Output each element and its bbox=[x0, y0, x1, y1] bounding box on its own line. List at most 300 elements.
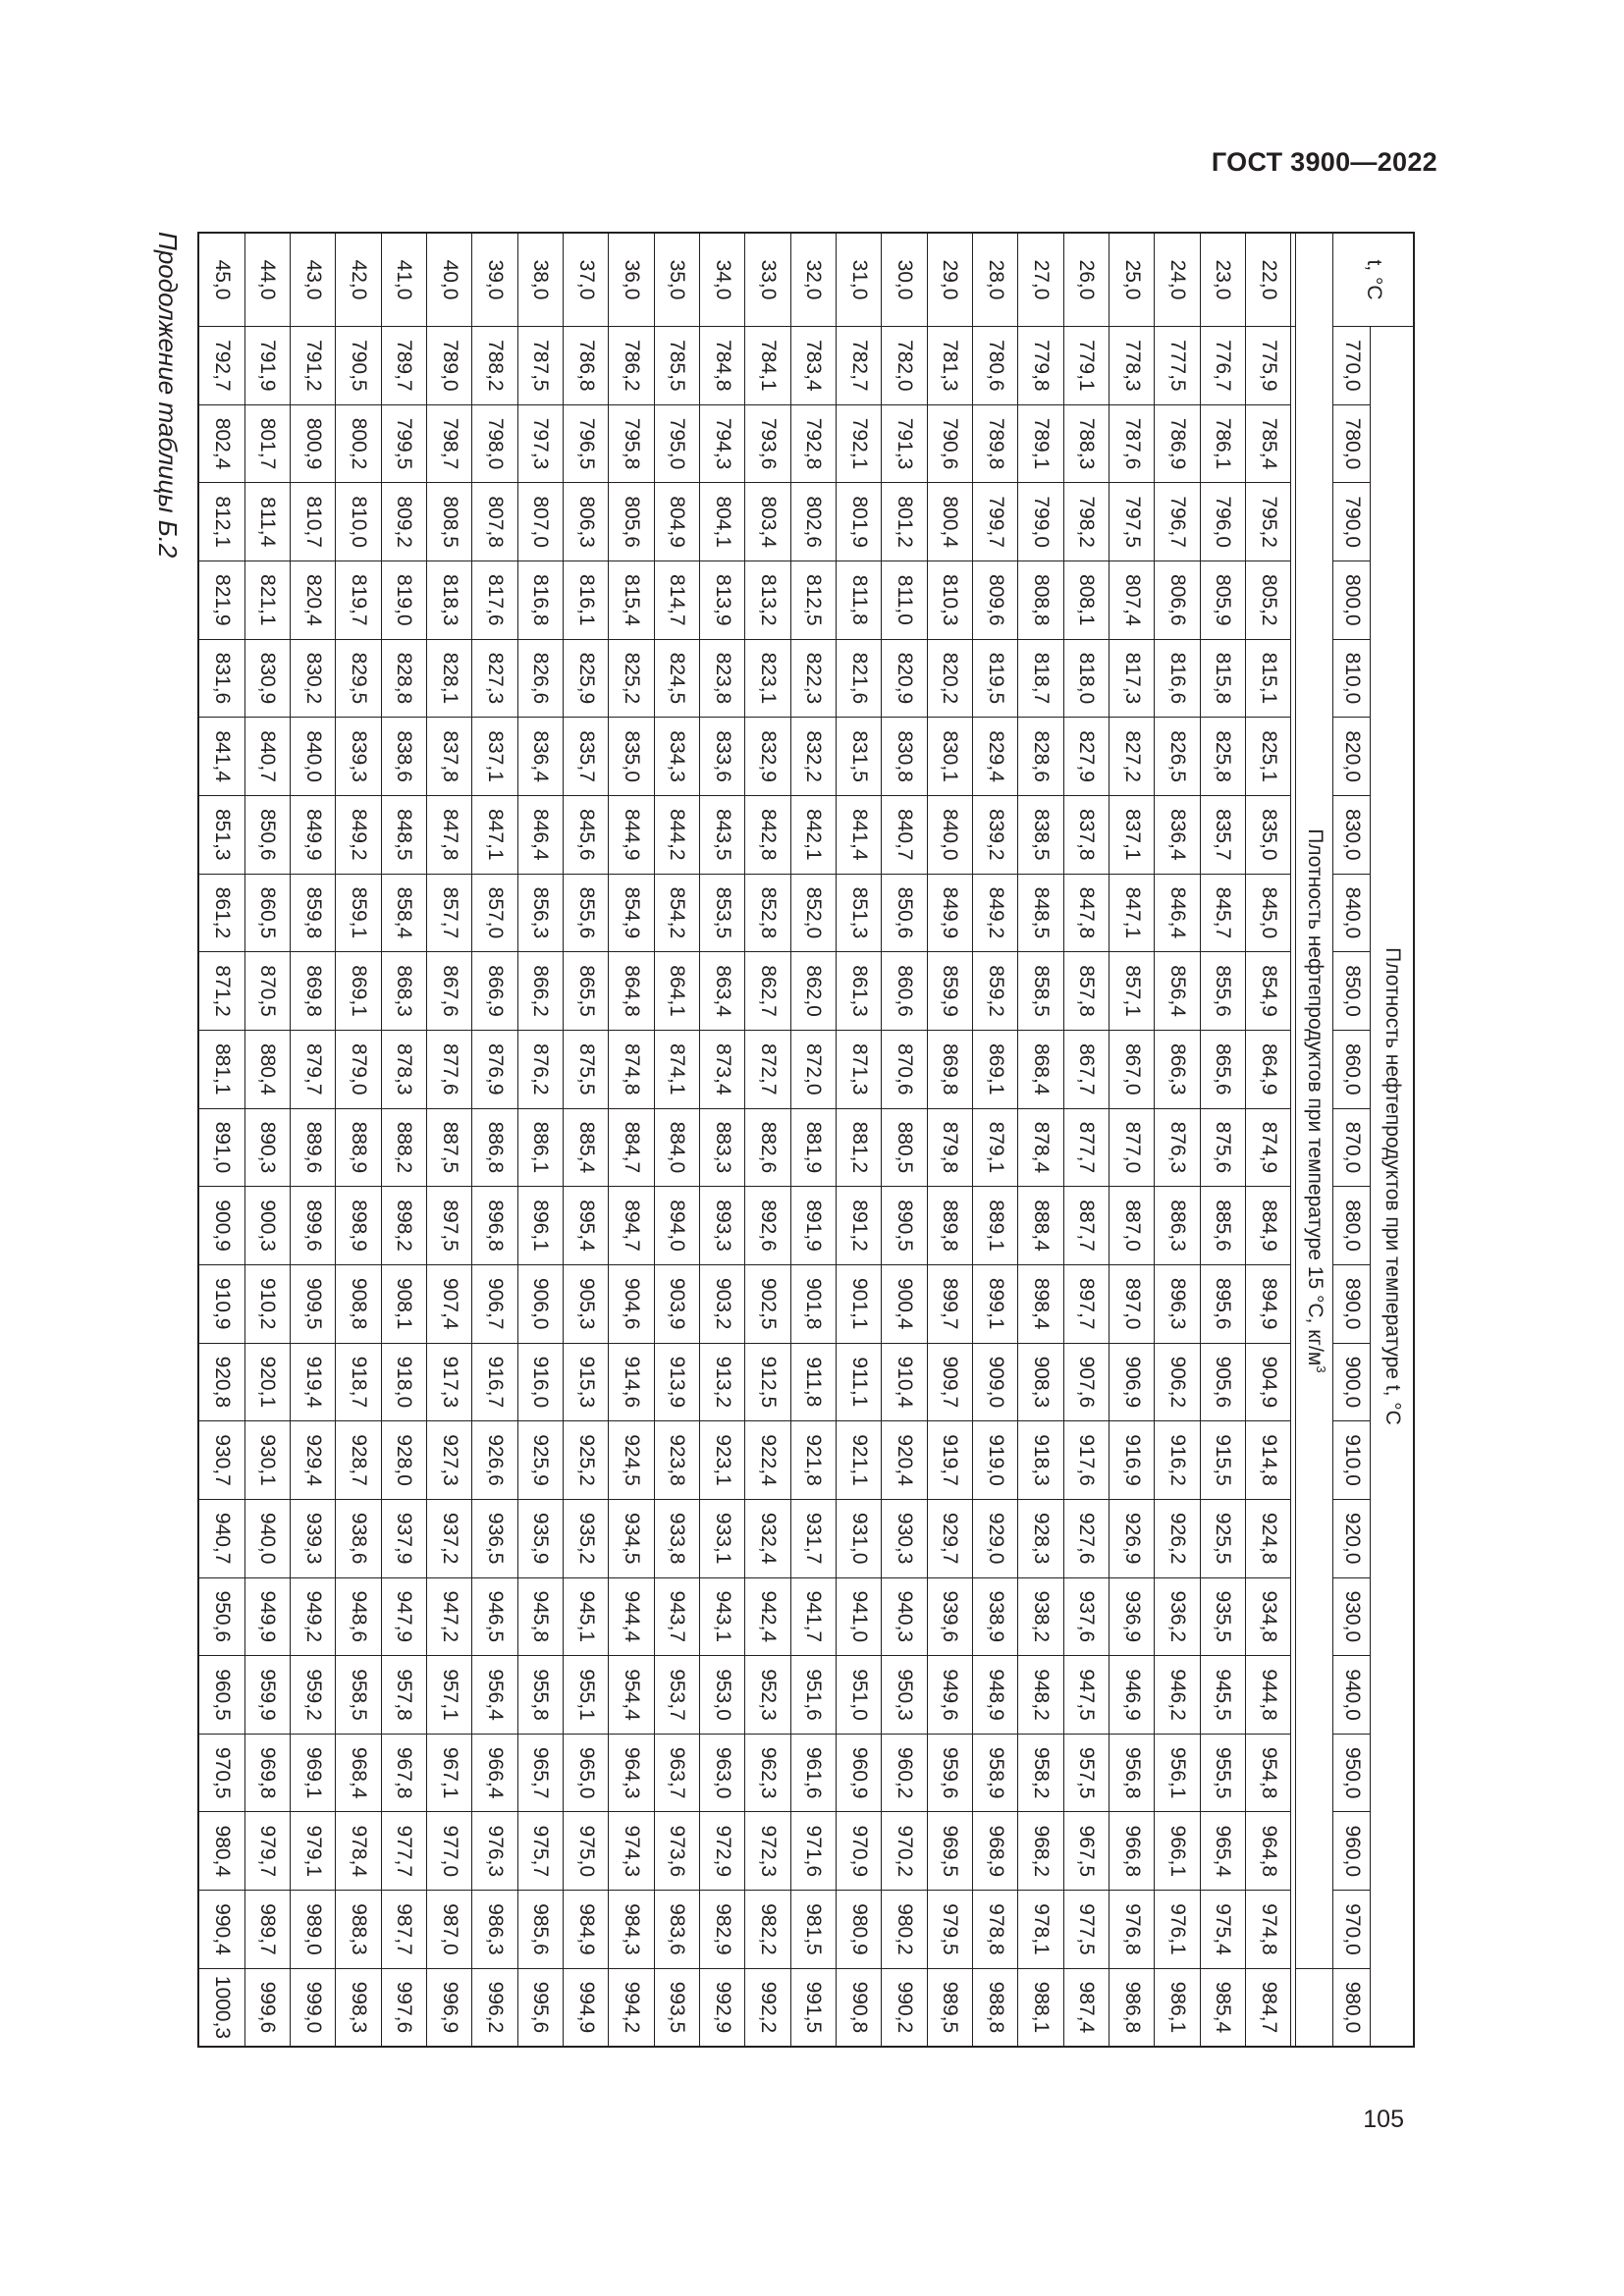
density-cell: 946,5 bbox=[472, 1577, 517, 1656]
density-cell: 893,3 bbox=[700, 1187, 745, 1265]
density-cell: 906,0 bbox=[517, 1264, 563, 1343]
density-cell: 785,4 bbox=[1246, 404, 1291, 483]
density-cell: 967,5 bbox=[1063, 1812, 1109, 1891]
density-cell: 796,0 bbox=[1200, 483, 1245, 561]
density-cell: 989,7 bbox=[244, 1891, 290, 1969]
density-cell: 959,6 bbox=[927, 1734, 972, 1812]
density-cell: 801,7 bbox=[244, 404, 290, 483]
density-cell: 891,2 bbox=[837, 1187, 882, 1265]
density-cell: 915,3 bbox=[564, 1343, 609, 1421]
density-cell: 976,1 bbox=[1155, 1891, 1200, 1969]
density-cell: 820,2 bbox=[927, 639, 972, 718]
temperature-cell: 22,0 bbox=[1246, 233, 1291, 327]
density-cell: 787,5 bbox=[517, 327, 563, 405]
header-sub-superscript: 3 bbox=[1314, 1365, 1328, 1373]
density-cell: 799,7 bbox=[973, 483, 1018, 561]
density-cell: 975,0 bbox=[564, 1812, 609, 1891]
density-cell: 825,1 bbox=[1246, 718, 1291, 796]
table-caption: Продолжение таблицы Б.2 bbox=[153, 232, 183, 559]
density-cell: 909,7 bbox=[927, 1343, 972, 1421]
density-cell: 847,1 bbox=[1110, 874, 1155, 952]
density-cell: 887,5 bbox=[426, 1108, 471, 1187]
density-cell: 840,0 bbox=[290, 718, 335, 796]
temperature-cell: 31,0 bbox=[837, 233, 882, 327]
density-cell: 996,2 bbox=[472, 1968, 517, 2047]
density-cell: 946,9 bbox=[1110, 1656, 1155, 1735]
density-cell: 975,4 bbox=[1200, 1891, 1245, 1969]
density-cell: 808,8 bbox=[1018, 561, 1063, 639]
density-cell: 987,4 bbox=[1063, 1968, 1109, 2047]
density-cell: 930,1 bbox=[244, 1421, 290, 1500]
density-cell: 960,9 bbox=[837, 1734, 882, 1812]
density-cell: 951,6 bbox=[790, 1656, 836, 1735]
density-cell: 978,8 bbox=[973, 1891, 1018, 1969]
density-cell: 864,8 bbox=[609, 952, 654, 1031]
density-cell: 800,9 bbox=[290, 404, 335, 483]
density-cell: 914,8 bbox=[1246, 1421, 1291, 1500]
density-cell: 956,8 bbox=[1110, 1734, 1155, 1812]
temperature-cell: 43,0 bbox=[290, 233, 335, 327]
density-cell: 836,4 bbox=[517, 718, 563, 796]
density-cell: 791,9 bbox=[244, 327, 290, 405]
density-column-header: 840,0 bbox=[1333, 874, 1371, 952]
density-cell: 964,3 bbox=[609, 1734, 654, 1812]
density-cell: 945,1 bbox=[564, 1577, 609, 1656]
density-cell: 878,4 bbox=[1018, 1108, 1063, 1187]
density-cell: 806,6 bbox=[1155, 561, 1200, 639]
table-row bbox=[790, 233, 836, 2047]
density-cell: 936,9 bbox=[1110, 1577, 1155, 1656]
density-cell: 850,6 bbox=[244, 795, 290, 874]
density-cell: 947,9 bbox=[381, 1577, 426, 1656]
temperature-cell: 45,0 bbox=[198, 233, 244, 327]
temperature-cell: 42,0 bbox=[336, 233, 381, 327]
density-cell: 867,6 bbox=[426, 952, 471, 1031]
density-cell: 923,1 bbox=[700, 1421, 745, 1500]
temperature-cell: 35,0 bbox=[654, 233, 699, 327]
density-cell: 935,9 bbox=[517, 1499, 563, 1577]
density-cell: 904,9 bbox=[1246, 1343, 1291, 1421]
table-row bbox=[198, 233, 244, 2047]
density-cell: 990,8 bbox=[837, 1968, 882, 2047]
density-cell: 896,1 bbox=[517, 1187, 563, 1265]
density-cell: 823,8 bbox=[700, 639, 745, 718]
density-cell: 821,1 bbox=[244, 561, 290, 639]
temperature-cell: 30,0 bbox=[882, 233, 927, 327]
density-cell: 957,1 bbox=[426, 1656, 471, 1735]
density-cell: 895,4 bbox=[564, 1187, 609, 1265]
density-cell: 907,4 bbox=[426, 1264, 471, 1343]
density-cell: 954,8 bbox=[1246, 1734, 1291, 1812]
density-column-header: 960,0 bbox=[1333, 1812, 1371, 1891]
density-cell: 862,0 bbox=[790, 952, 836, 1031]
density-cell: 897,7 bbox=[1063, 1264, 1109, 1343]
density-cell: 877,0 bbox=[1110, 1108, 1155, 1187]
density-cell: 891,0 bbox=[198, 1108, 244, 1187]
density-cell: 937,6 bbox=[1063, 1577, 1109, 1656]
density-cell: 943,7 bbox=[654, 1577, 699, 1656]
density-cell: 839,3 bbox=[336, 718, 381, 796]
density-cell: 882,6 bbox=[745, 1108, 790, 1187]
density-cell: 972,3 bbox=[745, 1812, 790, 1891]
density-cell: 792,1 bbox=[837, 404, 882, 483]
density-cell: 883,3 bbox=[700, 1108, 745, 1187]
density-cell: 829,5 bbox=[336, 639, 381, 718]
density-cell: 904,6 bbox=[609, 1264, 654, 1343]
density-column-header: 970,0 bbox=[1333, 1891, 1371, 1969]
density-cell: 923,8 bbox=[654, 1421, 699, 1500]
density-cell: 807,8 bbox=[472, 483, 517, 561]
density-cell: 910,2 bbox=[244, 1264, 290, 1343]
density-cell: 863,4 bbox=[700, 952, 745, 1031]
density-cell: 824,5 bbox=[654, 639, 699, 718]
table-row bbox=[1063, 233, 1109, 2047]
density-cell: 936,2 bbox=[1155, 1577, 1200, 1656]
temperature-cell: 41,0 bbox=[381, 233, 426, 327]
density-cell: 968,9 bbox=[973, 1812, 1018, 1891]
density-cell: 930,7 bbox=[198, 1421, 244, 1500]
density-cell: 816,8 bbox=[517, 561, 563, 639]
temperature-cell: 34,0 bbox=[700, 233, 745, 327]
density-cell: 886,3 bbox=[1155, 1187, 1200, 1265]
density-column-header: 930,0 bbox=[1333, 1577, 1371, 1656]
density-cell: 836,4 bbox=[1155, 795, 1200, 874]
density-cell: 929,4 bbox=[290, 1421, 335, 1500]
density-cell: 854,9 bbox=[1246, 952, 1291, 1031]
density-cell: 990,2 bbox=[882, 1968, 927, 2047]
density-cell: 885,4 bbox=[564, 1108, 609, 1187]
density-cell: 860,6 bbox=[882, 952, 927, 1031]
density-cell: 908,1 bbox=[381, 1264, 426, 1343]
density-column-header: 910,0 bbox=[1333, 1421, 1371, 1500]
density-cell: 985,4 bbox=[1200, 1968, 1245, 2047]
density-cell: 858,5 bbox=[1018, 952, 1063, 1031]
density-cell: 813,9 bbox=[700, 561, 745, 639]
density-cell: 804,1 bbox=[700, 483, 745, 561]
density-cell: 939,6 bbox=[927, 1577, 972, 1656]
density-cell: 979,5 bbox=[927, 1891, 972, 1969]
density-cell: 870,5 bbox=[244, 952, 290, 1031]
density-cell: 818,0 bbox=[1063, 639, 1109, 718]
density-cell: 922,4 bbox=[745, 1421, 790, 1500]
density-cell: 927,3 bbox=[426, 1421, 471, 1500]
density-cell: 820,9 bbox=[882, 639, 927, 718]
density-cell: 868,4 bbox=[1018, 1030, 1063, 1108]
density-cell: 958,5 bbox=[336, 1656, 381, 1735]
density-cell: 978,4 bbox=[336, 1812, 381, 1891]
density-cell: 901,1 bbox=[837, 1264, 882, 1343]
density-cell: 878,3 bbox=[381, 1030, 426, 1108]
density-cell: 847,8 bbox=[1063, 874, 1109, 952]
density-cell: 937,2 bbox=[426, 1499, 471, 1577]
density-cell: 879,0 bbox=[336, 1030, 381, 1108]
table-row bbox=[700, 233, 745, 2047]
density-cell: 854,9 bbox=[609, 874, 654, 952]
table-row bbox=[564, 233, 609, 2047]
density-cell: 840,7 bbox=[244, 718, 290, 796]
density-cell: 857,0 bbox=[472, 874, 517, 952]
density-cell: 852,8 bbox=[745, 874, 790, 952]
density-cell: 912,5 bbox=[745, 1343, 790, 1421]
density-cell: 829,4 bbox=[973, 718, 1018, 796]
density-column-header: 810,0 bbox=[1333, 639, 1371, 718]
density-cell: 837,8 bbox=[426, 718, 471, 796]
density-cell: 794,3 bbox=[700, 404, 745, 483]
density-cell: 897,5 bbox=[426, 1187, 471, 1265]
density-cell: 871,3 bbox=[837, 1030, 882, 1108]
density-cell: 816,6 bbox=[1155, 639, 1200, 718]
density-cell: 838,5 bbox=[1018, 795, 1063, 874]
density-cell: 854,2 bbox=[654, 874, 699, 952]
density-cell: 924,8 bbox=[1246, 1499, 1291, 1577]
density-cell: 928,0 bbox=[381, 1421, 426, 1500]
density-cell: 953,7 bbox=[654, 1656, 699, 1735]
density-cell: 898,2 bbox=[381, 1187, 426, 1265]
density-cell: 940,3 bbox=[882, 1577, 927, 1656]
table-row bbox=[927, 233, 972, 2047]
temperature-cell: 38,0 bbox=[517, 233, 563, 327]
density-cell: 900,3 bbox=[244, 1187, 290, 1265]
density-cell: 884,7 bbox=[609, 1108, 654, 1187]
density-cell: 968,4 bbox=[336, 1734, 381, 1812]
density-cell: 866,3 bbox=[1155, 1030, 1200, 1108]
density-cell: 982,9 bbox=[700, 1891, 745, 1969]
density-cell: 948,2 bbox=[1018, 1656, 1063, 1735]
density-cell: 872,7 bbox=[745, 1030, 790, 1108]
density-cell: 857,7 bbox=[426, 874, 471, 952]
density-cell: 977,7 bbox=[381, 1812, 426, 1891]
density-cell: 779,1 bbox=[1063, 327, 1109, 405]
density-cell: 899,6 bbox=[290, 1187, 335, 1265]
density-cell: 842,8 bbox=[745, 795, 790, 874]
density-cell: 986,8 bbox=[1110, 1968, 1155, 2047]
density-cell: 986,3 bbox=[472, 1891, 517, 1969]
density-cell: 798,7 bbox=[426, 404, 471, 483]
density-cell: 881,2 bbox=[837, 1108, 882, 1187]
density-cell: 957,5 bbox=[1063, 1734, 1109, 1812]
density-cell: 950,6 bbox=[198, 1577, 244, 1656]
density-cell: 795,0 bbox=[654, 404, 699, 483]
density-cell: 919,7 bbox=[927, 1421, 972, 1500]
density-cell: 930,3 bbox=[882, 1499, 927, 1577]
density-cell: 835,7 bbox=[1200, 795, 1245, 874]
density-cell: 906,7 bbox=[472, 1264, 517, 1343]
density-cell: 860,5 bbox=[244, 874, 290, 952]
density-cell: 955,5 bbox=[1200, 1734, 1245, 1812]
density-cell: 831,6 bbox=[198, 639, 244, 718]
density-cell: 875,5 bbox=[564, 1030, 609, 1108]
density-cell: 848,5 bbox=[1018, 874, 1063, 952]
density-cell: 819,5 bbox=[973, 639, 1018, 718]
gap-cell bbox=[1291, 327, 1296, 2048]
density-cell: 849,9 bbox=[290, 795, 335, 874]
density-cell: 961,6 bbox=[790, 1734, 836, 1812]
density-cell: 816,1 bbox=[564, 561, 609, 639]
density-cell: 890,5 bbox=[882, 1187, 927, 1265]
density-cell: 797,5 bbox=[1110, 483, 1155, 561]
density-cell: 947,5 bbox=[1063, 1656, 1109, 1735]
density-cell: 927,6 bbox=[1063, 1499, 1109, 1577]
header-sub-text: Плотность нефтепродуктов при температуре 15 °C, кг/м bbox=[1304, 828, 1326, 1366]
density-cell: 837,8 bbox=[1063, 795, 1109, 874]
density-cell: 861,3 bbox=[837, 952, 882, 1031]
density-cell: 926,9 bbox=[1110, 1499, 1155, 1577]
density-cell: 906,2 bbox=[1155, 1343, 1200, 1421]
density-cell: 1000,3 bbox=[198, 1968, 244, 2047]
density-cell: 916,9 bbox=[1110, 1421, 1155, 1500]
density-cell: 819,0 bbox=[381, 561, 426, 639]
density-cell: 936,5 bbox=[472, 1499, 517, 1577]
density-cell: 894,7 bbox=[609, 1187, 654, 1265]
density-cell: 792,8 bbox=[790, 404, 836, 483]
density-cell: 929,0 bbox=[973, 1499, 1018, 1577]
density-cell: 906,9 bbox=[1110, 1343, 1155, 1421]
density-cell: 895,6 bbox=[1200, 1264, 1245, 1343]
density-cell: 973,6 bbox=[654, 1812, 699, 1891]
density-cell: 793,6 bbox=[745, 404, 790, 483]
density-cell: 956,4 bbox=[472, 1656, 517, 1735]
density-cell: 934,8 bbox=[1246, 1577, 1291, 1656]
density-cell: 975,7 bbox=[517, 1812, 563, 1891]
table-row bbox=[1200, 233, 1245, 2047]
density-cell: 913,2 bbox=[700, 1343, 745, 1421]
density-cell: 851,3 bbox=[198, 795, 244, 874]
density-cell: 837,1 bbox=[1110, 795, 1155, 874]
density-cell: 825,8 bbox=[1200, 718, 1245, 796]
density-cell: 909,5 bbox=[290, 1264, 335, 1343]
density-cell: 903,9 bbox=[654, 1264, 699, 1343]
density-cell: 866,9 bbox=[472, 952, 517, 1031]
density-cell: 826,5 bbox=[1155, 718, 1200, 796]
density-cell: 835,0 bbox=[609, 718, 654, 796]
density-cell: 990,4 bbox=[198, 1891, 244, 1969]
density-cell: 862,7 bbox=[745, 952, 790, 1031]
density-cell: 928,7 bbox=[336, 1421, 381, 1500]
density-cell: 807,0 bbox=[517, 483, 563, 561]
density-cell: 869,8 bbox=[927, 1030, 972, 1108]
density-cell: 841,4 bbox=[837, 795, 882, 874]
density-cell: 830,1 bbox=[927, 718, 972, 796]
density-cell: 812,5 bbox=[790, 561, 836, 639]
density-cell: 784,8 bbox=[700, 327, 745, 405]
density-cell: 867,0 bbox=[1110, 1030, 1155, 1108]
density-cell: 966,8 bbox=[1110, 1812, 1155, 1891]
density-cell: 852,0 bbox=[790, 874, 836, 952]
density-cell: 919,0 bbox=[973, 1421, 1018, 1500]
density-cell: 886,8 bbox=[472, 1108, 517, 1187]
density-cell: 801,9 bbox=[837, 483, 882, 561]
density-cell: 891,9 bbox=[790, 1187, 836, 1265]
density-cell: 983,6 bbox=[654, 1891, 699, 1969]
density-column-header: 770,0 bbox=[1333, 327, 1371, 405]
density-cell: 897,0 bbox=[1110, 1264, 1155, 1343]
density-cell: 815,4 bbox=[609, 561, 654, 639]
density-cell: 949,6 bbox=[927, 1656, 972, 1735]
document-code: ГОСТ 3900—2022 bbox=[1211, 147, 1437, 177]
density-cell: 918,7 bbox=[336, 1343, 381, 1421]
density-cell: 782,0 bbox=[882, 327, 927, 405]
density-cell: 965,4 bbox=[1200, 1812, 1245, 1891]
density-cell: 953,0 bbox=[700, 1656, 745, 1735]
density-cell: 938,9 bbox=[973, 1577, 1018, 1656]
density-cell: 986,1 bbox=[1155, 1968, 1200, 2047]
density-cell: 926,2 bbox=[1155, 1499, 1200, 1577]
density-header-row bbox=[1333, 233, 1371, 2047]
density-cell: 934,5 bbox=[609, 1499, 654, 1577]
density-cell: 861,2 bbox=[198, 874, 244, 952]
density-cell: 925,9 bbox=[517, 1421, 563, 1500]
density-cell: 789,1 bbox=[1018, 404, 1063, 483]
density-cell: 909,0 bbox=[973, 1343, 1018, 1421]
density-cell: 896,8 bbox=[472, 1187, 517, 1265]
density-cell: 981,5 bbox=[790, 1891, 836, 1969]
density-column-header: 830,0 bbox=[1333, 795, 1371, 874]
density-cell: 931,7 bbox=[790, 1499, 836, 1577]
density-cell: 938,2 bbox=[1018, 1577, 1063, 1656]
density-cell: 798,2 bbox=[1063, 483, 1109, 561]
density-cell: 926,6 bbox=[472, 1421, 517, 1500]
density-cell: 938,6 bbox=[336, 1499, 381, 1577]
density-cell: 879,7 bbox=[290, 1030, 335, 1108]
density-cell: 830,9 bbox=[244, 639, 290, 718]
density-cell: 826,6 bbox=[517, 639, 563, 718]
density-table-body bbox=[198, 233, 1291, 2047]
table-row bbox=[381, 233, 426, 2047]
density-cell: 958,2 bbox=[1018, 1734, 1063, 1812]
density-column-header: 940,0 bbox=[1333, 1656, 1371, 1735]
density-table bbox=[197, 232, 1415, 2048]
density-column-header: 880,0 bbox=[1333, 1187, 1371, 1265]
density-cell: 958,9 bbox=[973, 1734, 1018, 1812]
table-row bbox=[517, 233, 563, 2047]
density-cell: 976,3 bbox=[472, 1812, 517, 1891]
density-cell: 802,6 bbox=[790, 483, 836, 561]
density-cell: 890,3 bbox=[244, 1108, 290, 1187]
density-cell: 869,1 bbox=[973, 1030, 1018, 1108]
density-cell: 993,5 bbox=[654, 1968, 699, 2047]
density-cell: 996,9 bbox=[426, 1968, 471, 2047]
corner-header: t, °C bbox=[1333, 233, 1414, 327]
density-cell: 905,3 bbox=[564, 1264, 609, 1343]
density-cell: 969,8 bbox=[244, 1734, 290, 1812]
density-cell: 855,6 bbox=[564, 874, 609, 952]
density-cell: 901,8 bbox=[790, 1264, 836, 1343]
table-row bbox=[1155, 233, 1200, 2047]
density-cell: 944,4 bbox=[609, 1577, 654, 1656]
table-row bbox=[973, 233, 1018, 2047]
density-cell: 859,8 bbox=[290, 874, 335, 952]
density-cell: 948,6 bbox=[336, 1577, 381, 1656]
density-cell: 791,2 bbox=[290, 327, 335, 405]
density-cell: 944,8 bbox=[1246, 1656, 1291, 1735]
density-cell: 813,2 bbox=[745, 561, 790, 639]
density-cell: 864,1 bbox=[654, 952, 699, 1031]
density-cell: 872,0 bbox=[790, 1030, 836, 1108]
table-row bbox=[426, 233, 471, 2047]
density-cell: 946,2 bbox=[1155, 1656, 1200, 1735]
density-cell: 971,6 bbox=[790, 1812, 836, 1891]
density-cell: 799,5 bbox=[381, 404, 426, 483]
density-cell: 896,3 bbox=[1155, 1264, 1200, 1343]
density-cell: 900,4 bbox=[882, 1264, 927, 1343]
density-cell: 885,6 bbox=[1200, 1187, 1245, 1265]
table-row bbox=[609, 233, 654, 2047]
density-cell: 848,5 bbox=[381, 795, 426, 874]
density-cell: 905,6 bbox=[1200, 1343, 1245, 1421]
density-cell: 811,4 bbox=[244, 483, 290, 561]
density-cell: 823,1 bbox=[745, 639, 790, 718]
density-cell: 844,2 bbox=[654, 795, 699, 874]
